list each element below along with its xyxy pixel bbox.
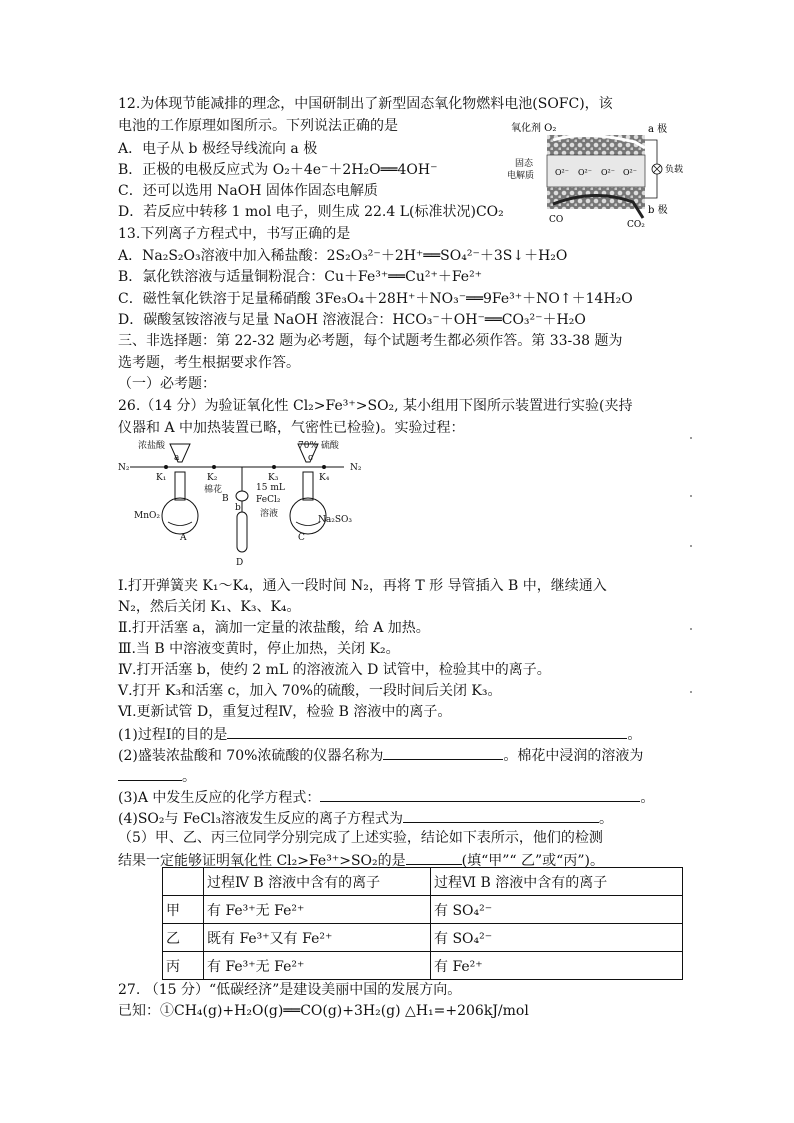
clamp-k2 [212, 465, 216, 469]
q26-sub2 [118, 745, 643, 766]
flask-b [236, 491, 248, 501]
h2so4-label: 70% 硫酸 [298, 441, 339, 451]
q27-known: 已知：①CH₄(g)+H₂O(g)══CO(g)+3H₂(g) △H₁=+206kJ/mol [118, 1003, 529, 1019]
q12-option-b: B．正极的电极反应式为 O₂＋4e⁻＋2H₂O══4OH⁻ [118, 162, 438, 178]
test-tube-d [237, 512, 247, 552]
tube-d-label: D [236, 558, 244, 568]
q12-option-c: C．还可以选用 NaOH 固体作固态电解质 [118, 183, 378, 199]
hcl-label: 浓盐酸 [138, 441, 166, 451]
n2-right-label: N₂ [350, 463, 362, 473]
stopcock-b-label: b [235, 503, 241, 513]
results-table [162, 867, 683, 980]
section3-line1: 三、非选择题：第 22-32 题为必考题，每个试题考生都必须作答。第 33-38 题为 [118, 333, 623, 349]
section3-line2: 选考题，考生根据要求作答。 [118, 355, 300, 371]
electrolyte-label-1: 固态 [515, 159, 534, 169]
mno2-label: MnO₂ [134, 511, 160, 521]
q26-sub1-text: (1)过程Ⅰ的目的是 [118, 727, 228, 743]
answer-blank-2a[interactable] [383, 745, 503, 760]
section3-required-heading: （一）必考题： [118, 376, 216, 392]
table-cell: 有 Fe³⁺无 Fe²⁺ [204, 896, 431, 924]
volume-label: 15 mL [256, 483, 285, 493]
solution-label: 溶液 [260, 509, 279, 519]
q26-sub3-period: 。 [640, 790, 655, 806]
answer-blank-2b[interactable] [118, 766, 182, 781]
scan-dot [690, 691, 692, 693]
table-cell: 甲 [163, 896, 204, 924]
scan-dot [690, 628, 692, 630]
clamp-k4 [322, 465, 326, 469]
oxide-ion-4: O²⁻ [623, 168, 637, 177]
table-header-cell [163, 868, 204, 896]
stopcock-c-label: c [308, 453, 314, 463]
k1-label: K₁ [156, 473, 167, 483]
q13-option-d: D．碳酸氢铵溶液与足量 NaOH 溶液混合：HCO₃⁻＋OH⁻══CO₃²⁻＋H₂O [118, 312, 586, 328]
clamp-k3 [272, 465, 276, 469]
q26-sub3 [118, 787, 654, 808]
q26-stem-line1: 26.（14 分）为验证氧化性 Cl₂>Fe³⁺>SO₂, 某小组用下图所示装置进行实验(夹持 [118, 398, 633, 414]
answer-blank-5[interactable] [406, 850, 462, 865]
table-cell: 既有 Fe³⁺又有 Fe²⁺ [204, 924, 431, 952]
dropping-funnel-left [170, 444, 190, 462]
answer-blank-4[interactable] [403, 808, 599, 823]
q12-stem-line2: 电池的工作原理如图所示。下列说法正确的是 [118, 118, 398, 134]
b-pole-label: b 极 [648, 205, 668, 216]
answer-blank-3[interactable] [320, 787, 640, 802]
cotton-label: 棉花 [204, 485, 223, 495]
q13-option-c: C．磁性氧化铁溶于足量稀硝酸 3Fe₃O₄＋28H⁺＋NO₃⁻══9Fe³⁺＋NO↑＋14H₂O [118, 291, 633, 307]
q26-step-4: Ⅳ.打开活塞 b，使约 2 mL 的溶液流入 D 试管中，检验其中的离子。 [118, 662, 551, 678]
k4-label: K₄ [319, 473, 330, 483]
flask-a-neck [175, 472, 185, 500]
load-label: 负载 [665, 165, 684, 175]
q26-stem-line2: 仪器和 A 中加热装置已略，气密性已检验)。实验过程： [118, 420, 465, 436]
sofc-cell-diagram [505, 118, 690, 230]
q12-option-d: D．若反应中转移 1 mol 电子，则生成 22.4 L(标准状况)CO₂ [118, 204, 504, 220]
q26-sub5-text: 结果一定能够证明氧化性 Cl₂>Fe³⁺>SO₂的是 [118, 853, 406, 869]
table-header-cell: 过程Ⅳ B 溶液中含有的离子 [204, 868, 431, 896]
anode-layer [547, 187, 645, 209]
apparatus-diagram [118, 436, 378, 568]
k3-label: K₃ [268, 473, 279, 483]
flask-c-liquid [296, 522, 320, 526]
q12-option-a: A．电子从 b 极经导线流向 a 极 [118, 141, 318, 157]
flask-c-label: C [298, 533, 305, 543]
table-cell: 有 SO₄²⁻ [431, 896, 683, 924]
q26-sub5-hint: (填“甲”“ 乙”或“丙”)。 [461, 853, 604, 869]
n2-left-label: N₂ [118, 463, 130, 473]
fecl2-label: FeCl₂ [256, 495, 281, 505]
a-pole-label: a 极 [648, 124, 668, 135]
q26-sub2-period: 。 [182, 769, 196, 785]
q26-sub1-period: 。 [627, 727, 642, 743]
answer-blank-1[interactable] [227, 724, 627, 739]
table-row [163, 896, 683, 924]
q27-stem: 27. （15 分）“低碳经济”是建设美丽中国的发展方向。 [118, 982, 462, 998]
q26-sub2-text-b: 。棉花中浸润的溶液为 [503, 748, 644, 764]
q26-sub5-line1: （5）甲、乙、丙三位同学分别完成了上述实验，结论如下表所示，他们的检测 [118, 830, 603, 846]
q26-sub1 [118, 724, 641, 745]
q26-step-5: Ⅴ.打开 K₃和活塞 c，加入 70%的硫酸，一段时间后关闭 K₃。 [118, 683, 502, 699]
table-cell: 有 Fe²⁺ [431, 952, 683, 980]
q26-sub4-text: (4)SO₂与 FeCl₃溶液发生反应的离子方程式为 [118, 811, 403, 827]
q26-sub2-text: (2)盛装浓盐酸和 70%浓硫酸的仪器名称为 [118, 748, 384, 764]
co-label: CO [549, 215, 564, 225]
oxide-ion-1: O²⁻ [555, 168, 569, 177]
q26-step-1a: Ⅰ.打开弹簧夹 K₁～K₄，通入一段时间 N₂，再将 T 形 导管插入 B 中，继续通入 [118, 578, 607, 594]
oxide-ion-3: O²⁻ [601, 168, 615, 177]
q13-option-b: B．氯化铁溶液与适量铜粉混合：Cu＋Fe³⁺══Cu²⁺＋Fe²⁺ [118, 269, 483, 285]
q13-option-a: A．Na₂S₂O₃溶液中加入稀盐酸：2S₂O₃²⁻＋2H⁺══SO₄²⁻＋3S↓＋H₂O [118, 248, 568, 264]
oxidant-label: 氧化剂 O₂ [511, 123, 557, 134]
q13-stem: 13.下列离子方程式中，书写正确的是 [118, 226, 351, 242]
na2so3-label: Na₂SO₃ [318, 515, 353, 525]
q12-stem-line1: 12.为体现节能减排的理念，中国研制出了新型固态氧化物燃料电池(SOFC)，该 [118, 96, 613, 112]
stopcock-a-label: a [174, 453, 180, 463]
scan-dot [690, 495, 692, 497]
q26-step-3: Ⅲ.当 B 中溶液变黄时，停止加热，关闭 K₂。 [118, 641, 400, 657]
q26-sub4-period: 。 [599, 811, 613, 827]
scan-dot [690, 437, 692, 439]
q26-step-1b: N₂，然后关闭 K₁、K₃、K₄。 [118, 599, 301, 615]
q26-sub3-text: (3)A 中发生反应的化学方程式： [118, 790, 321, 806]
electrolyte-label-2: 电解质 [507, 171, 535, 181]
q26-step-6: Ⅵ.更新试管 D，重复过程Ⅳ，检验 B 溶液中的离子。 [118, 704, 452, 720]
table-cell: 乙 [163, 924, 204, 952]
table-cell: 有 SO₄²⁻ [431, 924, 683, 952]
q26-sub4 [118, 808, 613, 829]
flask-b-label: B [222, 494, 229, 504]
q26-step-2: Ⅱ.打开活塞 a，滴加一定量的浓盐酸，给 A 加热。 [118, 620, 430, 636]
table-header-cell: 过程Ⅵ B 溶液中含有的离子 [431, 868, 683, 896]
q26-sub2-cont [118, 766, 196, 787]
table-header-row [163, 868, 683, 896]
flask-c-neck [303, 472, 313, 500]
scan-dot [690, 545, 692, 547]
k2-label: K₂ [207, 473, 218, 483]
table-row [163, 952, 683, 980]
flask-a-liquid [168, 522, 192, 526]
co2-label: CO₂ [627, 220, 645, 230]
clamp-k1 [164, 465, 168, 469]
table-row [163, 924, 683, 952]
oxide-ion-2: O²⁻ [578, 168, 592, 177]
flask-a-label: A [180, 533, 187, 543]
table-cell: 丙 [163, 952, 204, 980]
flask-a [162, 498, 198, 534]
table-cell: 有 Fe³⁺无 Fe²⁺ [204, 952, 431, 980]
